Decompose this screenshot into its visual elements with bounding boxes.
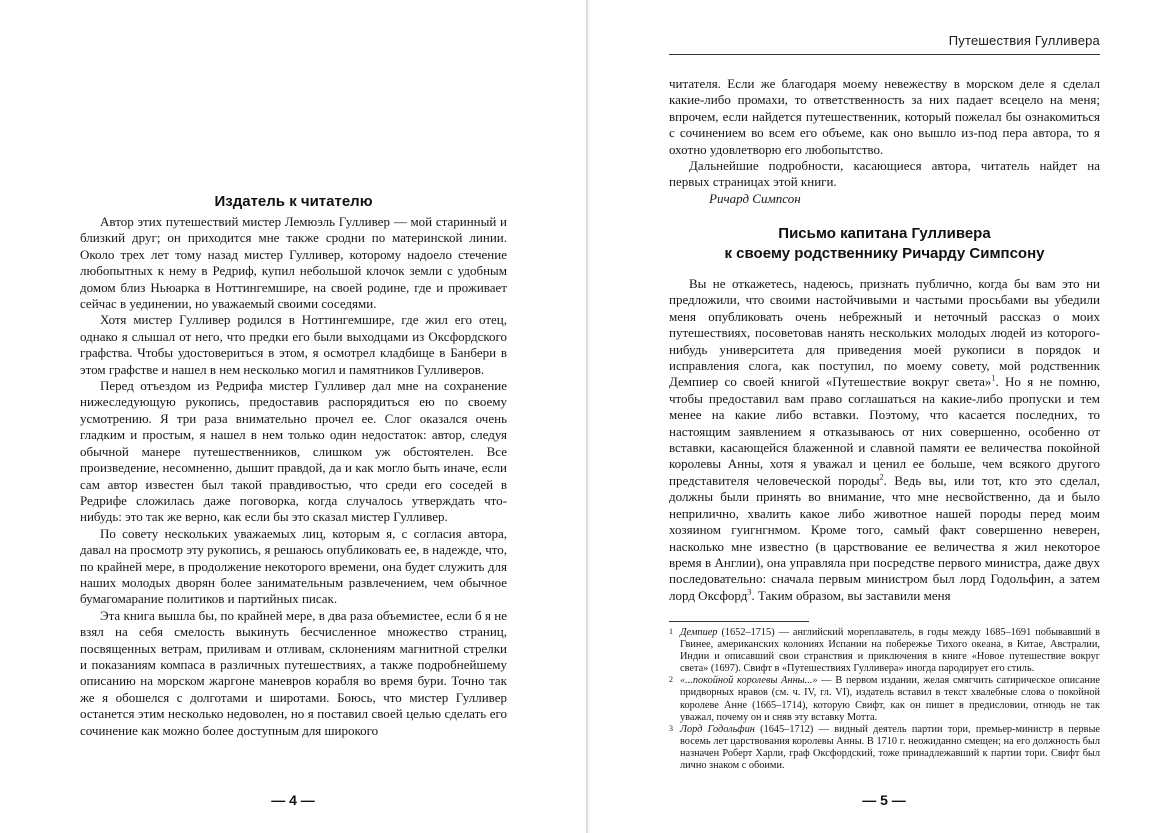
page-number: — 4 — (271, 792, 315, 808)
running-head: Путешествия Гулливера (948, 33, 1100, 48)
page-number: — 5 — (862, 792, 906, 808)
section-title-letter (669, 224, 1100, 264)
footnote-number: 2 (669, 675, 673, 685)
text-run: Вы не откажетесь, надеюсь, признать публично, когда бы вам это ни предложили, что своими настойчивыми и частыми просьбами вы убедили меня опубликовать очень небрежный и неточный рассказ о моих путешествиях, посоветовав нанять нескольких молодых людей из которого-нибудь университета для приведения моей рукописи в порядок и исправления слога, как поступил, по моему совету, мой родственник Демпиер со своей книгой «Путешествие вокруг света» (669, 276, 1100, 390)
publisher-preface-text (80, 214, 507, 739)
footnote-text: (1645–1712) — видный деятель партии тори, премьер-министр в первые восемь лет царствования королевы Анны. В 1710 г. неожиданно смещен; на его должность был назначен Роберт Харли, граф Оксфордский, тоже принадлежавший к партии тори. Свифт был лично знаком с обоими. (680, 723, 1100, 772)
paragraph: Перед отъездом из Редрифа мистер Гулливер дал мне на сохранение нижеследующую рукопись, предоставив распорядиться ею по своему усмотрению. Я три раза внимательно прочел ее. Слог оказался очень гладким и простым, я нашел в нем только один недостаток: автор, следуя обычной манере путешественников, слишком уж обстоятелен. Все произведение, несомненно, дышит правдой, да и как могло быть иначе, если сам автор известен был такой правдивостью, что среди его соседей в Редрифе сложилась даже поговорка, когда случалось утверждать что-нибудь: это так же верно, как если бы это сказал мистер Гулливер. (80, 378, 507, 525)
text-run: . Ведь вы, или тот, кто это сделал, должны были принять во внимание, что мне несвойственно, да и было неприлично, хвалить какое либо животное нашей породы перед моим хозяином гуигнгнмом. Кроме того, самый факт совершенно неверен, насколько мне известно (в царствование ее величества я жил некоторое время в Англии), она управляла при посредстве первого министра, даже двух последовательно: сначала первым министром был лорд Годольфин, а затем лорд Оксфорд (669, 472, 1100, 603)
footnote-body (680, 675, 1100, 723)
paragraph: По совету нескольких уважаемых лиц, которым я, с согласия автора, давал на просмотр эту рукопись, я решаюсь опубликовать ее, в надежде, что, по крайней мере, в продолжение некоторого времени, она будет служить для наших молодых дворян более занимательным развлечением, чем обычное бумагомарание политиков и партийных писак. (80, 525, 507, 607)
footnote (669, 675, 1100, 723)
paragraph: читателя. Если же благодаря моему невежеству в морском деле я сделал какие-либо промахи, то ответственность за них падает всецело на меня; впрочем, если найдется путешественник, который пожелал бы ознакомиться с сочинением во всем его объеме, как оно вышло из-под пера автора, то я охотно удовлетворю его любопытство. (669, 76, 1100, 157)
title-line: к своему родственнику Ричарду Симпсону (724, 245, 1045, 262)
footnote-rule (669, 621, 809, 622)
footnote-number: 1 (669, 627, 673, 636)
footnote-text: — В первом издании, желая смягчить сатирическое описание придворных нравов (см. ч. IV, гл. VI), издатель вставил в текст хвалебные слова о покойной королеве Анне (1665–1714), которую Свифт, как он пишет в предисловии, отнюдь не так уважал, почему он и сняв эту вставку Мотта. (680, 675, 1101, 723)
footnotes (669, 627, 1100, 772)
section-title-publisher: Издатель к читателю (214, 193, 373, 210)
paragraph: Автор этих путешествий мистер Лемюэль Гулливер — мой старинный и близкий друг; он приходится мне также сродни по материнской линии. Около трех лет тому назад мистер Гулливер, которому надоело стечение любопытных к нему в Редриф, купил небольшой клочок земли с удобным домом близ Ньюарка в Ноттингемшире, на своей родине, где и проживает сейчас в уединении, но уважаемый своими соседями. (80, 214, 507, 312)
letter-text (669, 276, 1100, 604)
footnote-number: 3 (669, 723, 673, 733)
footnote-term: Демпиер (680, 627, 718, 638)
header-rule (669, 54, 1100, 55)
footnote-ref[interactable]: 1 (991, 374, 996, 384)
paragraph: Дальнейшие подробности, касающиеся автора, читатель найдет на первых страницах этой книги. (669, 158, 1100, 190)
title-line: Письмо капитана Гулливера (778, 225, 991, 242)
footnote-ref[interactable]: 3 (747, 587, 752, 597)
text-run: . Но я не помню, чтобы предоставил вам право соглашаться на какие-либо пропуски и тем менее на какие либо вставки. Поэтому, что касается последних, то настоящим заявлением я отказываюсь от них совершенно, особенно от вставки, касающейся блаженной и славной памяти ее величества покойной королевы Анны, хотя я уважал и ценил ее больше, чем всякого другого представителя человеческой породы (669, 374, 1101, 488)
left-page (0, 0, 586, 833)
footnote-text: (1652–1715) — английский мореплаватель, в годы между 1685–1691 побывавший в Гвинее, американских колониях Испании на побережье Тихого океана, в Китае, Австралии, Индии и описавший свои странствия и приключения в книге «Новое путешествие вокруг света» (1697). Свифт в «Путешествиях Гулливера» иногда пародирует его стиль. (680, 627, 1100, 675)
footnote (669, 627, 1100, 675)
footnote-body (680, 627, 1100, 675)
paragraph: Хотя мистер Гулливер родился в Ноттингемшире, где жил его отец, однако я слышал от него, что предки его были выходцами из Оксфордского графства. Чтобы удостовериться в этом, я осмотрел кладбище в Банбери в этом графстве и нашел в нем несколько могил и памятников Гулливеров. (80, 312, 507, 377)
footnote-term: «...покойной королевы Анны...» (680, 675, 818, 687)
footnote (669, 724, 1100, 772)
footnote-term: Лорд Годольфин (680, 723, 755, 735)
preface-continuation (669, 76, 1100, 207)
signature: Ричард Симпсон (709, 190, 801, 206)
paragraph (669, 276, 1100, 604)
right-page (590, 0, 1175, 833)
paragraph: Эта книга вышла бы, по крайней мере, в два раза объемистее, если б я не взял на себя смелость выкинуть бесчисленное множество страниц, посвященных ветрам, приливам и отливам, склонениям магнитной стрелки и показаниям компаса в различных путешествиях, а также подробнейшему описанию на морском жаргоне маневров корабля во время бури. Точно так же я обошелся с долготами и широтами. Боюсь, что мистер Гулливер останется этим несколько недоволен, но я поставил своей целью сделать его сочинение как можно более доступным для широкого (80, 607, 507, 738)
footnote-body (680, 724, 1100, 772)
text-run: . Таким образом, вы заставили меня (751, 587, 951, 603)
footnote-ref[interactable]: 2 (879, 472, 884, 482)
